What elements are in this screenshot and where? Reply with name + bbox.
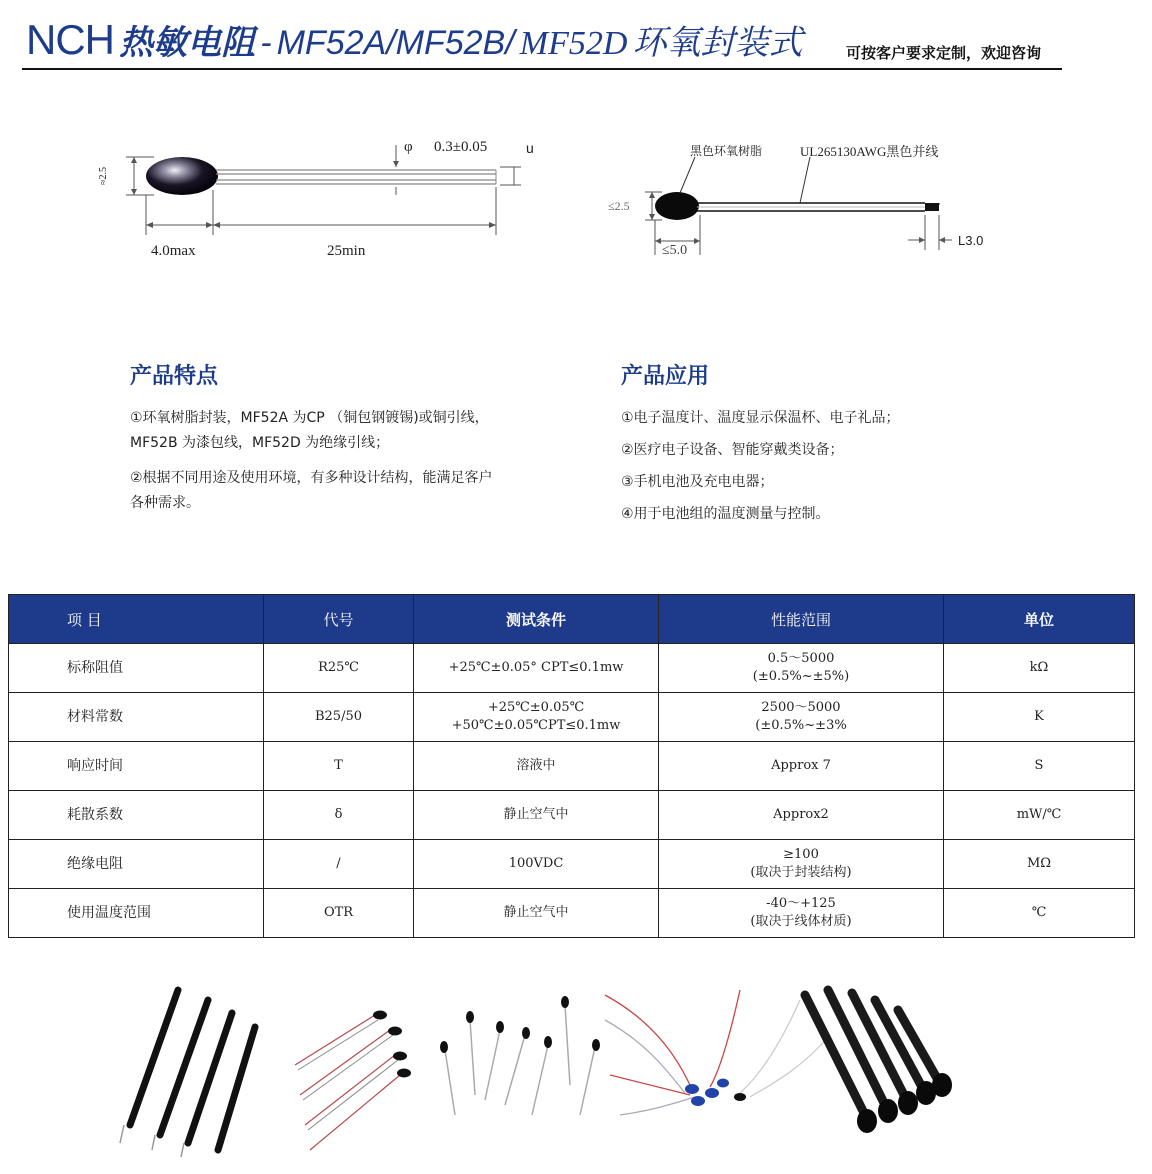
feature-2-line-1: ②根据不同用途及使用环境，有多种设计结构，能满足客户 [130, 470, 493, 486]
cell-unit: K [944, 693, 1135, 742]
cell-range [659, 693, 944, 742]
header-test-condition: 测试条件 [414, 595, 659, 644]
photo-red-wire-thermistors [295, 1011, 411, 1151]
condition-line: 静止空气中 [503, 807, 569, 822]
cell-unit: ℃ [944, 889, 1135, 938]
cell-condition [414, 742, 659, 791]
photo-blue-tip-thermistors [605, 990, 830, 1115]
condition-line: 静止空气中 [503, 905, 569, 920]
range-line: -40～+125 [766, 896, 836, 911]
product-photo-strip [100, 975, 960, 1160]
application-item: ④用于电池组的温度测量与控制。 [621, 506, 830, 522]
range-note: (取决于封装结构) [750, 865, 852, 880]
cell-condition [414, 840, 659, 889]
cell-code: OTR [264, 889, 414, 938]
range-line: 2500～5000 [761, 700, 841, 715]
range-line: Approx2 [773, 807, 829, 822]
title-product: 热敏电阻 [119, 23, 256, 63]
condition-line: +50℃±0.05℃PT≤0.1mw [451, 718, 621, 733]
wire-length-label: 25min [327, 243, 366, 259]
title-model-d: MF52D [519, 25, 628, 62]
specification-table [8, 594, 1135, 938]
cell-condition [414, 889, 659, 938]
header-item: 项 目 [9, 595, 264, 644]
table-row [9, 840, 1135, 889]
range-tolerance: (±0.5%~±5%) [752, 669, 850, 684]
table-header-row [9, 595, 1135, 644]
title-models: MF52A/MF52B/ [276, 24, 515, 62]
table-row [9, 742, 1135, 791]
customization-note: 可按客户要求定制，欢迎咨询 [846, 44, 1042, 62]
cell-item: 标称阻值 [9, 644, 264, 693]
title-dash: - [260, 24, 272, 62]
black-epoxy-bead [655, 192, 699, 220]
cell-item: 耗散系数 [9, 791, 264, 840]
header-code: 代号 [264, 595, 414, 644]
cell-item: 绝缘电阻 [9, 840, 264, 889]
bead-height-label: ≈2.5 [98, 167, 109, 185]
feature-1-line-2: MF52B 为漆包线，MF52D 为绝缘引线； [130, 435, 390, 451]
epoxy-bead [146, 157, 218, 195]
title-package-type: 环氧封装式 [632, 23, 803, 63]
strip-length-label: L3.0 [958, 233, 984, 248]
cell-code: B25/50 [264, 693, 414, 742]
features-heading: 产品特点 [130, 364, 219, 389]
header-unit: 单位 [944, 595, 1135, 644]
applications-heading: 产品应用 [621, 364, 710, 389]
cell-range [659, 840, 944, 889]
product-features-section [130, 362, 570, 516]
cell-condition [414, 791, 659, 840]
page-title [26, 18, 803, 71]
wire-diameter-label: 0.3±0.05 [434, 139, 488, 155]
application-item: ③手机电池及充电电器； [621, 474, 774, 490]
phi-symbol: φ [404, 139, 413, 155]
unit-mark: u [526, 140, 534, 156]
cell-unit: MΩ [944, 840, 1135, 889]
cell-item: 使用温度范围 [9, 889, 264, 938]
head-length-label: 4.0max [151, 243, 196, 259]
photo-black-probes [120, 990, 255, 1157]
cell-range [659, 742, 944, 791]
bead-height-label-right: ≤2.5 [608, 199, 630, 213]
condition-line: 溶液中 [516, 758, 556, 773]
cell-condition [414, 644, 659, 693]
cell-range [659, 791, 944, 840]
cell-code: T [264, 742, 414, 791]
dimension-drawing-mf52a [96, 125, 546, 265]
cell-item: 材料常数 [9, 693, 264, 742]
header-performance-range: 性能范围 [659, 595, 944, 644]
feature-2-line-2: 各种需求。 [130, 495, 200, 511]
condition-line: 100VDC [508, 856, 564, 871]
wire-spec-label: UL265130AWG黑色并线 [800, 144, 939, 159]
brand-name: NCH [26, 16, 114, 63]
table-row [9, 693, 1135, 742]
head-length-label-right: ≤5.0 [662, 243, 688, 258]
photo-bare-lead-thermistors [440, 996, 600, 1115]
cell-code: δ [264, 791, 414, 840]
product-photos [100, 975, 960, 1160]
photo-molded-probes [805, 990, 952, 1133]
table-row [9, 889, 1135, 938]
feature-1-line-1: ①环氧树脂封装，MF52A 为CP （铜包钢镀锡)或铜引线， [130, 410, 489, 426]
range-line: Approx 7 [771, 758, 831, 773]
cell-code: / [264, 840, 414, 889]
application-item: ①电子温度计、温度显示保温杯、电子礼品； [621, 410, 900, 426]
table-row [9, 791, 1135, 840]
range-tolerance: (±0.5%~±3% [755, 718, 847, 733]
cell-unit: kΩ [944, 644, 1135, 693]
cell-range [659, 889, 944, 938]
page-header [22, 14, 1062, 70]
range-line: 0.5～5000 [767, 651, 835, 666]
cell-item: 响应时间 [9, 742, 264, 791]
condition-line: +25℃±0.05℃ [487, 700, 585, 715]
application-item: ②医疗电子设备、智能穿戴类设备； [621, 442, 844, 458]
cell-condition [414, 693, 659, 742]
condition-line: +25℃±0.05° CPT≤0.1mw [448, 660, 624, 675]
dimension-drawing-mf52d [600, 135, 1000, 265]
cell-code: R25℃ [264, 644, 414, 693]
range-note: (取决于线体材质) [750, 914, 852, 929]
product-applications-section [621, 362, 1041, 534]
cell-unit: S [944, 742, 1135, 791]
table-row [9, 644, 1135, 693]
range-line: ≥100 [783, 847, 819, 862]
resin-label: 黑色环氧树脂 [690, 144, 763, 158]
cell-unit: mW/℃ [944, 791, 1135, 840]
cell-range [659, 644, 944, 693]
